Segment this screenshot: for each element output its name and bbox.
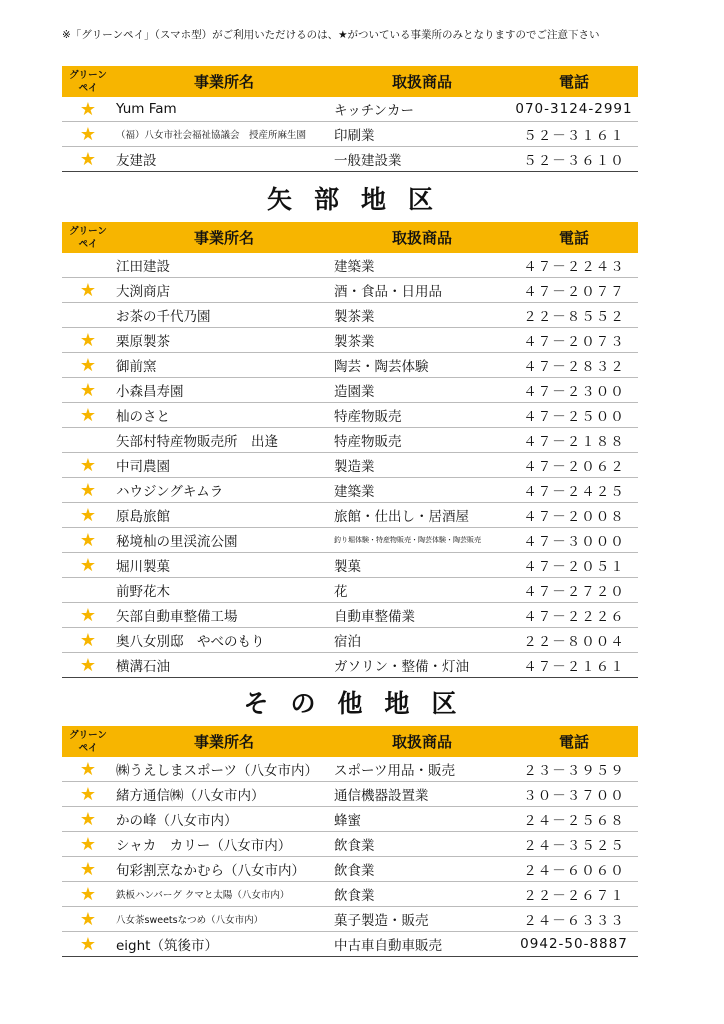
- business-header: 事業所名: [114, 66, 334, 97]
- business-products: 中古車自動車販売: [334, 932, 510, 957]
- business-phone: ４７－２０５１: [510, 553, 638, 578]
- business-name: 旬彩割烹なかむら（八女市内）: [114, 857, 334, 882]
- table-row: [62, 832, 638, 857]
- business-name: かの峰（八女市内）: [114, 807, 334, 832]
- table-row: [62, 882, 638, 907]
- table-row: [62, 553, 638, 578]
- greenpay-star-icon: ★: [62, 857, 114, 882]
- business-header: 事業所名: [114, 726, 334, 757]
- business-phone: ４７－２０７３: [510, 328, 638, 353]
- table-row: [62, 303, 638, 328]
- business-phone: ２２－８００４: [510, 628, 638, 653]
- business-phone: ４７－２１８８: [510, 428, 638, 453]
- table-header: [62, 222, 638, 253]
- greenpay-star-icon: ★: [62, 553, 114, 578]
- business-products: 自動車整備業: [334, 603, 510, 628]
- business-products: 陶芸・陶芸体験: [334, 353, 510, 378]
- table-row: [62, 403, 638, 428]
- greenpay-header: グリーン ペイ: [62, 66, 114, 97]
- business-name: 友建設: [114, 147, 334, 172]
- table-row: [62, 278, 638, 303]
- business-phone: ５２－３１６１: [510, 122, 638, 147]
- business-products: 一般建設業: [334, 147, 510, 172]
- business-phone: ４７－２２２６: [510, 603, 638, 628]
- greenpay-star-icon: ★: [62, 932, 114, 957]
- greenpay-star-icon: ★: [62, 453, 114, 478]
- business-products: 花: [334, 578, 510, 603]
- greenpay-star-icon: ★: [62, 147, 114, 172]
- business-name: 鉄板ハンバーグ クマと太陽（八女市内）: [114, 882, 334, 907]
- products-header: 取扱商品: [334, 66, 510, 97]
- business-name: 御前窯: [114, 353, 334, 378]
- business-phone: ５２－３６１０: [510, 147, 638, 172]
- business-phone: ２４－６３３３: [510, 907, 638, 932]
- business-phone: ４７－２５００: [510, 403, 638, 428]
- products-header: 取扱商品: [334, 726, 510, 757]
- section-other: [62, 682, 638, 957]
- business-products: 建築業: [334, 253, 510, 278]
- greenpay-star-icon: [62, 253, 114, 278]
- business-products: キッチンカー: [334, 97, 510, 122]
- greenpay-star-icon: ★: [62, 782, 114, 807]
- greenpay-star-icon: ★: [62, 122, 114, 147]
- greenpay-star-icon: [62, 578, 114, 603]
- business-products: 飲食業: [334, 882, 510, 907]
- table-row: [62, 97, 638, 122]
- table-row: [62, 603, 638, 628]
- business-products: 印刷業: [334, 122, 510, 147]
- section-title-yabe: 矢部地区: [266, 185, 455, 214]
- business-products: 製造業: [334, 453, 510, 478]
- business-products: 蜂蜜: [334, 807, 510, 832]
- table-row: [62, 578, 638, 603]
- business-name: 横溝石油: [114, 653, 334, 678]
- business-phone: ４７－２４２５: [510, 478, 638, 503]
- business-name: 堀川製菓: [114, 553, 334, 578]
- business-phone: ４７－２８３２: [510, 353, 638, 378]
- greenpay-header: グリーン ペイ: [62, 222, 114, 253]
- business-name: シャカ カリー（八女市内）: [114, 832, 334, 857]
- business-phone: ３０－３７００: [510, 782, 638, 807]
- business-name: 矢部自動車整備工場: [114, 603, 334, 628]
- greenpay-star-icon: ★: [62, 528, 114, 553]
- greenpay-star-icon: ★: [62, 757, 114, 782]
- greenpay-star-icon: [62, 303, 114, 328]
- business-table-top: [62, 66, 638, 172]
- table-row: [62, 122, 638, 147]
- business-products: 製茶業: [334, 328, 510, 353]
- business-name: 原島旅館: [114, 503, 334, 528]
- business-products: 製茶業: [334, 303, 510, 328]
- table-row: [62, 782, 638, 807]
- business-phone: ４７－２１６１: [510, 653, 638, 678]
- greenpay-star-icon: ★: [62, 807, 114, 832]
- greenpay-star-icon: ★: [62, 353, 114, 378]
- business-products: スポーツ用品・販売: [334, 757, 510, 782]
- business-name: 前野花木: [114, 578, 334, 603]
- business-phone: 0942-50-8887: [510, 932, 638, 957]
- section-yabe: [62, 178, 638, 678]
- business-name: 八女茶sweetsなつめ（八女市内）: [114, 907, 334, 932]
- business-name: 矢部村特産物販売所 出逢: [114, 428, 334, 453]
- table-row: [62, 353, 638, 378]
- business-name: 杣のさと: [114, 403, 334, 428]
- business-name: （福）八女市社会福祉協議会 授産所麻生園: [114, 122, 334, 147]
- table-row: [62, 932, 638, 957]
- business-products: 建築業: [334, 478, 510, 503]
- greenpay-star-icon: ★: [62, 378, 114, 403]
- business-products: 製菓: [334, 553, 510, 578]
- business-products: 宿泊: [334, 628, 510, 653]
- business-name: 栗原製茶: [114, 328, 334, 353]
- business-phone: ２３－３９５９: [510, 757, 638, 782]
- business-name: お茶の千代乃園: [114, 303, 334, 328]
- business-phone: 070-3124-2991: [510, 97, 638, 122]
- business-phone: ２４－６０６０: [510, 857, 638, 882]
- greenpay-star-icon: ★: [62, 328, 114, 353]
- table-row: [62, 807, 638, 832]
- business-phone: ４７－２２４３: [510, 253, 638, 278]
- table-row: [62, 378, 638, 403]
- business-name: eight（筑後市）: [114, 932, 334, 957]
- business-name: 大渕商店: [114, 278, 334, 303]
- table-header: [62, 66, 638, 97]
- phone-header: 電話: [510, 66, 638, 97]
- business-phone: ４７－２０７７: [510, 278, 638, 303]
- business-name: 小森昌寿園: [114, 378, 334, 403]
- table-row: [62, 253, 638, 278]
- business-name: ㈱うえしまスポーツ（八女市内）: [114, 757, 334, 782]
- table-row: [62, 453, 638, 478]
- table-header: [62, 726, 638, 757]
- greenpay-star-icon: ★: [62, 97, 114, 122]
- business-phone: ４７－３０００: [510, 528, 638, 553]
- greenpay-star-icon: ★: [62, 882, 114, 907]
- greenpay-header: グリーン ペイ: [62, 726, 114, 757]
- section-title-other: その他地区: [243, 689, 479, 718]
- business-phone: ２２－２６７１: [510, 882, 638, 907]
- business-products: 造園業: [334, 378, 510, 403]
- table-row: [62, 628, 638, 653]
- greenpay-star-icon: ★: [62, 628, 114, 653]
- greenpay-star-icon: [62, 428, 114, 453]
- business-table-yabe: [62, 222, 638, 678]
- phone-header: 電話: [510, 222, 638, 253]
- business-name: Yum Fam: [114, 97, 334, 122]
- table-row: [62, 147, 638, 172]
- section-top: [62, 66, 638, 172]
- business-products: 旅館・仕出し・居酒屋: [334, 503, 510, 528]
- business-phone: ４７－２００８: [510, 503, 638, 528]
- business-name: 奥八女別邸 やべのもり: [114, 628, 334, 653]
- table-row: [62, 653, 638, 678]
- business-products: 飲食業: [334, 832, 510, 857]
- business-name: 緒方通信㈱（八女市内）: [114, 782, 334, 807]
- greenpay-star-icon: ★: [62, 403, 114, 428]
- business-phone: ４７－２７２０: [510, 578, 638, 603]
- business-products: 飲食業: [334, 857, 510, 882]
- greenpay-star-icon: ★: [62, 653, 114, 678]
- business-phone: ２４－２５６８: [510, 807, 638, 832]
- business-products: ガソリン・整備・灯油: [334, 653, 510, 678]
- table-row: [62, 503, 638, 528]
- business-table-other: [62, 726, 638, 957]
- table-row: [62, 328, 638, 353]
- products-header: 取扱商品: [334, 222, 510, 253]
- business-phone: ４７－２３００: [510, 378, 638, 403]
- business-name: ハウジングキムラ: [114, 478, 334, 503]
- business-name: 江田建設: [114, 253, 334, 278]
- business-products: 釣り堀体験・特産物販売・陶芸体験・陶芸販売: [334, 528, 510, 553]
- business-header: 事業所名: [114, 222, 334, 253]
- business-products: 特産物販売: [334, 428, 510, 453]
- table-row: [62, 907, 638, 932]
- greenpay-star-icon: ★: [62, 907, 114, 932]
- greenpay-star-icon: ★: [62, 603, 114, 628]
- greenpay-star-icon: ★: [62, 278, 114, 303]
- business-name: 秘境杣の里渓流公園: [114, 528, 334, 553]
- table-row: [62, 528, 638, 553]
- phone-header: 電話: [510, 726, 638, 757]
- business-products: 酒・食品・日用品: [334, 278, 510, 303]
- table-row: [62, 478, 638, 503]
- business-phone: ２２－８５５２: [510, 303, 638, 328]
- business-name: 中司農園: [114, 453, 334, 478]
- greenpay-star-icon: ★: [62, 832, 114, 857]
- business-phone: ２４－３５２５: [510, 832, 638, 857]
- business-products: 菓子製造・販売: [334, 907, 510, 932]
- business-products: 特産物販売: [334, 403, 510, 428]
- greenpay-star-icon: ★: [62, 503, 114, 528]
- business-phone: ４７－２０６２: [510, 453, 638, 478]
- table-row: [62, 757, 638, 782]
- table-row: [62, 857, 638, 882]
- table-row: [62, 428, 638, 453]
- greenpay-star-icon: ★: [62, 478, 114, 503]
- greenpay-notice: ※「グリーンペイ」（スマホ型）がご利用いただけるのは、★がついている事業所のみとなりますのでご注意下さい: [62, 29, 600, 41]
- business-products: 通信機器設置業: [334, 782, 510, 807]
